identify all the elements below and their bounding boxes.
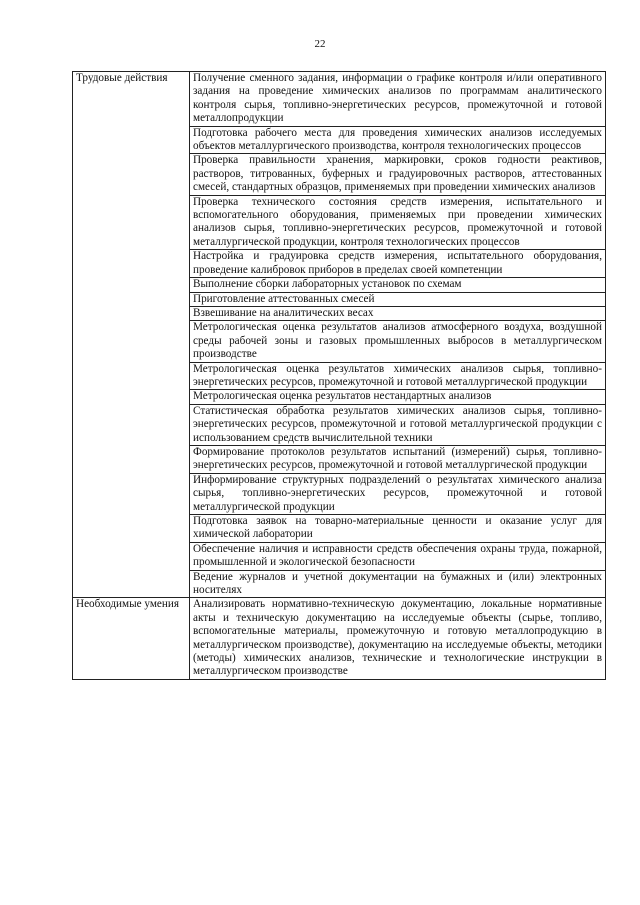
list-item: Метрологическая оценка результатов анализов атмосферного воздуха, воздушной среды рабочей зоны и газовых промышленных выбросов в металлургическом производстве — [190, 321, 606, 362]
list-item: Формирование протоколов результатов испытаний (измерений) сырья, топливно-энергетических ресурсов, промежуточной и готовой металлургической продукции — [190, 445, 606, 473]
section-label-labor-actions: Трудовые действия — [73, 72, 190, 598]
list-item: Приготовление аттестованных смесей — [190, 292, 606, 306]
list-item: Анализировать нормативно-техническую документацию, локальные нормативные акты и техническую документацию на исследуемые объекты (сырье, топливо, вспомогательные материалы, промежуточную и готовую металлопродукцию в металлургическом производстве), документацию на исследуемые объекты, методики (методы) химических анализов, технические и технологические инструкции в металлургическом производстве — [190, 598, 606, 679]
list-item: Настройка и градуировка средств измерения, испытательного оборудования, проведение калибровок приборов в пределах своей компетенции — [190, 250, 606, 278]
list-item: Метрологическая оценка результатов химических анализов сырья, топливно-энергетических ресурсов, промежуточной и готовой металлургической продукции — [190, 362, 606, 390]
list-item: Обеспечение наличия и исправности средств обеспечения охраны труда, пожарной, промышленной и экологической безопасности — [190, 542, 606, 570]
list-item: Подготовка заявок на товарно-материальные ценности и оказание услуг для химической лаборатории — [190, 515, 606, 543]
list-item: Информирование структурных подразделений о результатах химического анализа сырья, топливно-энергетических ресурсов, промежуточной и готовой металлургической продукции — [190, 473, 606, 514]
page-number: 22 — [314, 38, 326, 50]
list-item: Выполнение сборки лабораторных установок по схемам — [190, 278, 606, 292]
list-item: Взвешивание на аналитических весах — [190, 306, 606, 320]
table-row — [73, 72, 606, 127]
table-row — [73, 598, 606, 679]
section-label-required-skills: Необходимые умения — [73, 598, 190, 679]
list-item: Метрологическая оценка результатов нестандартных анализов — [190, 390, 606, 404]
list-item: Получение сменного задания, информации о графике контроля и/или оперативного задания на проведение химических анализов по программам аналитического контроля сырья, топливно-энергетических ресурсов, промежуточной и готовой металлопродукции — [190, 72, 606, 127]
list-item: Подготовка рабочего места для проведения химических анализов исследуемых объектов металлургического производства, контроля технологических процессов — [190, 126, 606, 154]
list-item: Проверка технического состояния средств измерения, испытательного и вспомогательного оборудования, применяемых при проведении химических анализов сырья, топливно-энергетических ресурсов, промежуточной и готовой металлургической продукции, контроля технологических процессов — [190, 195, 606, 250]
list-item: Проверка правильности хранения, маркировки, сроков годности реактивов, растворов, титрованных, буферных и градуировочных растворов, аттестованных смесей, стандартных образцов, применяемых при проведении химических анализов — [190, 154, 606, 195]
labor-function-table — [72, 71, 606, 680]
list-item: Ведение журналов и учетной документации на бумажных и (или) электронных носителях — [190, 570, 606, 598]
list-item: Статистическая обработка результатов химических анализов сырья, топливно-энергетических ресурсов, промежуточной и готовой металлургической продукции с использованием средств вычислительной техники — [190, 404, 606, 445]
